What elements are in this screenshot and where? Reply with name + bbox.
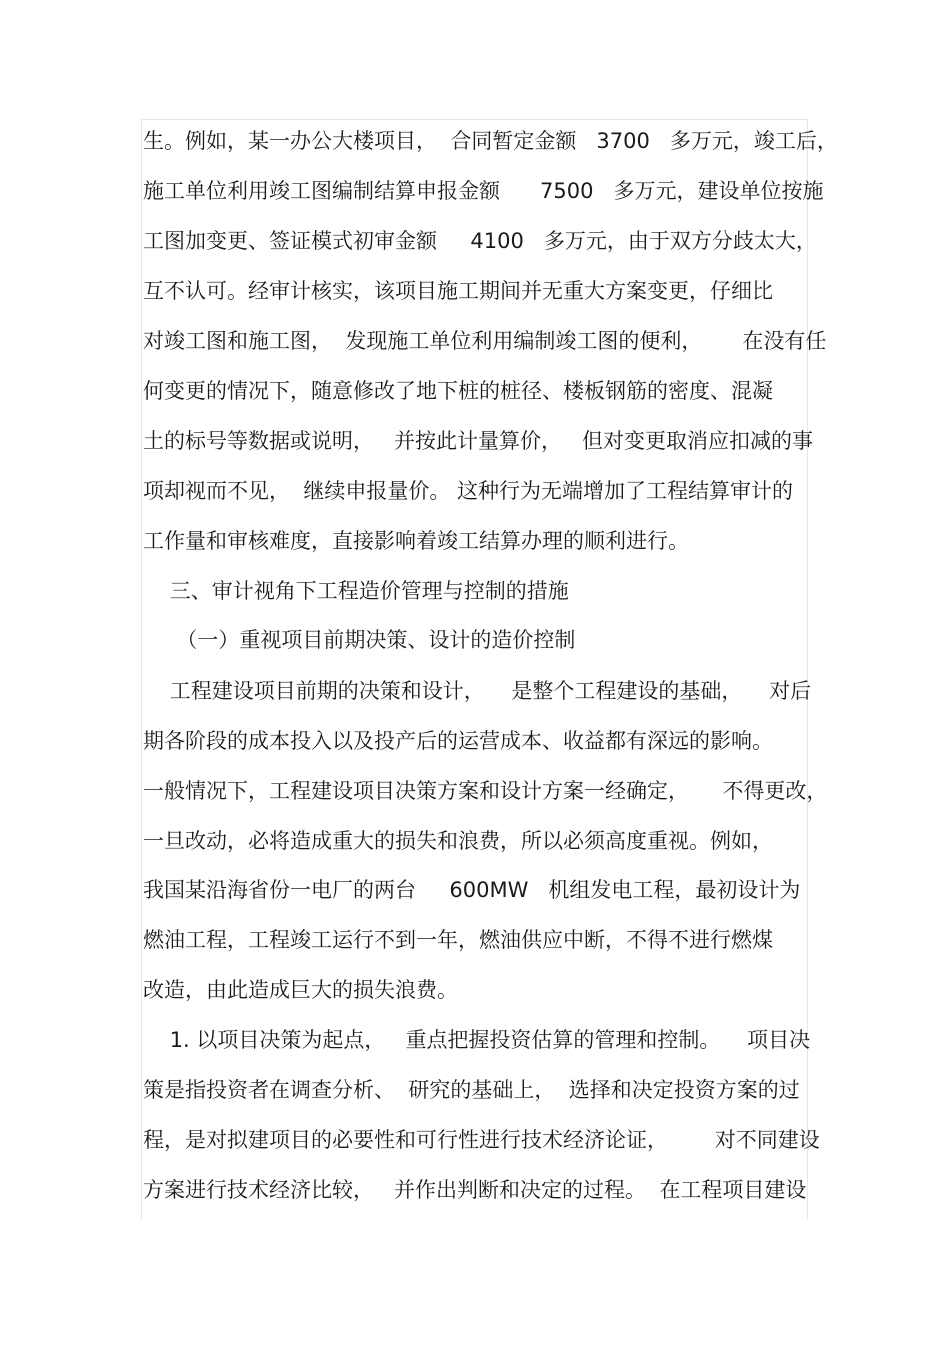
text-line: 改造，由此造成巨大的损失浪费。 (143, 978, 458, 1002)
text-line: 工图加变更、签证模式初审金额 4100 多万元，由于双方分歧太大， (143, 229, 817, 253)
text-line: 方案进行技术经济比较， 并作出判断和决定的过程。 在工程项目建设 (143, 1178, 807, 1202)
text-line: 一旦改动，必将造成重大的损失和浪费，所以必须高度重视。例如， (143, 829, 773, 853)
text-line: 互不认可。经审计核实，该项目施工期间并无重大方案变更，仔细比 (143, 279, 773, 303)
text-line: 程，是对拟建项目的必要性和可行性进行技术经济论证， 对不同建设 (143, 1128, 820, 1152)
section-heading: 三、审计视角下工程造价管理与控制的措施 (143, 579, 569, 603)
text-line: 工程建设项目前期的决策和设计， 是整个工程建设的基础， 对后 (143, 679, 812, 703)
text-line: 生。例如，某一办公大楼项目， 合同暂定金额 3700 多万元，竣工后， (143, 129, 838, 153)
text-line: 施工单位利用竣工图编制结算申报金额 7500 多万元，建设单位按施 (143, 179, 824, 203)
text-line: 何变更的情况下，随意修改了地下桩的桩径、楼板钢筋的密度、混凝 (143, 379, 773, 403)
text-line: 我国某沿海省份一电厂的两台 600MW 机组发电工程，最初设计为 (143, 878, 801, 902)
text-line: 策是指投资者在调查分析、 研究的基础上， 选择和决定投资方案的过 (143, 1078, 800, 1102)
text-line: 土的标号等数据或说明， 并按此计量算价， 但对变更取消应扣减的事 (143, 429, 814, 453)
numbered-item: 1. 以项目决策为起点， 重点把握投资估算的管理和控制。 项目决 (143, 1028, 811, 1052)
subsection-heading: （一）重视项目前期决策、设计的造价控制 (143, 628, 576, 652)
text-line: 工作量和审核难度，直接影响着竣工结算办理的顺利进行。 (143, 529, 689, 553)
text-line: 燃油工程，工程竣工运行不到一年，燃油供应中断，不得不进行燃煤 (143, 928, 773, 952)
text-line: 期各阶段的成本投入以及投产后的运营成本、收益都有深远的影响。 (143, 729, 773, 753)
text-line: 对竣工图和施工图， 发现施工单位利用编制竣工图的便利， 在没有任 (143, 329, 827, 353)
text-line: 一般情况下，工程建设项目决策方案和设计方案一经确定， 不得更改， (143, 779, 828, 803)
text-line: 项却视而不见， 继续申报量价。 这种行为无端增加了工程结算审计的 (143, 479, 794, 503)
